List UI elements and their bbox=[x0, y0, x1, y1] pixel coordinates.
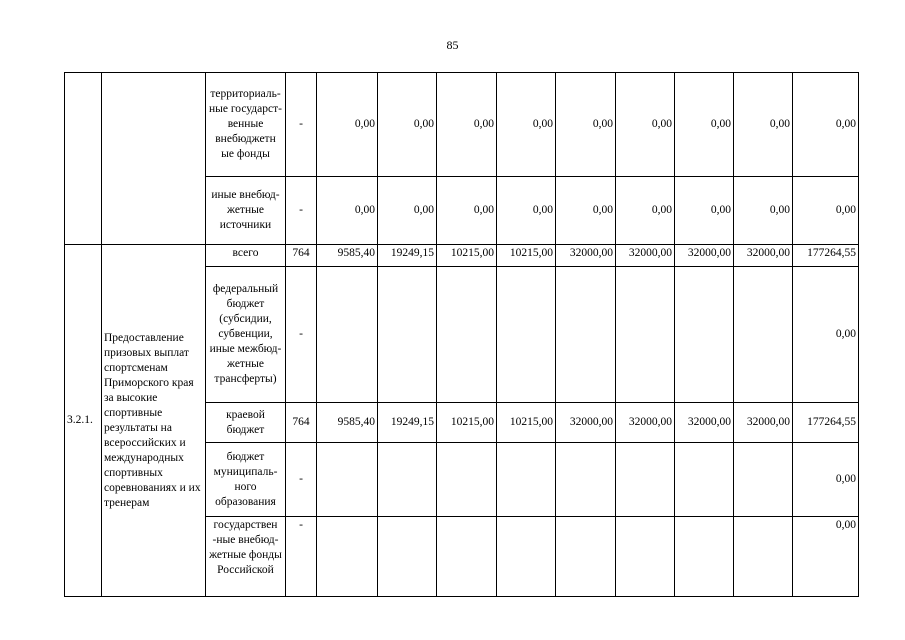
value-cell bbox=[437, 443, 497, 517]
funding-source: территориаль-ные государст-венные внебюджетн ые фонды bbox=[206, 73, 286, 177]
value-cell bbox=[497, 443, 556, 517]
value-cell bbox=[497, 267, 556, 403]
value-cell bbox=[734, 443, 793, 517]
value-cell bbox=[616, 517, 675, 597]
value-cell: 177264,55 bbox=[793, 245, 859, 267]
value-cell: 32000,00 bbox=[675, 403, 734, 443]
value-cell: 0,00 bbox=[616, 73, 675, 177]
name-cell-empty bbox=[102, 73, 206, 245]
value-cell bbox=[497, 517, 556, 597]
value-cell: 0,00 bbox=[793, 267, 859, 403]
value-cell bbox=[437, 517, 497, 597]
value-cell bbox=[317, 267, 378, 403]
funding-source: федеральный бюджет (субсидии, субвенции, иные межбюд-жетные трансферты) bbox=[206, 267, 286, 403]
value-cell bbox=[378, 267, 437, 403]
value-cell bbox=[317, 443, 378, 517]
funding-source: государствен -ные внебюд-жетные фонды Российской bbox=[206, 517, 286, 597]
value-cell: 0,00 bbox=[793, 517, 859, 597]
value-cell bbox=[317, 517, 378, 597]
value-cell: 0,00 bbox=[675, 73, 734, 177]
value-cell: 32000,00 bbox=[556, 245, 616, 267]
value-cell: 10215,00 bbox=[497, 403, 556, 443]
funding-source: иные внебюд-жетные источники bbox=[206, 177, 286, 245]
value-cell: 10215,00 bbox=[437, 403, 497, 443]
index-cell-empty bbox=[65, 73, 102, 245]
value-cell: 0,00 bbox=[497, 177, 556, 245]
value-cell: 0,00 bbox=[378, 177, 437, 245]
value-cell bbox=[675, 443, 734, 517]
value-cell bbox=[734, 267, 793, 403]
grbs-code: - bbox=[286, 73, 317, 177]
value-cell bbox=[556, 443, 616, 517]
value-cell bbox=[378, 517, 437, 597]
value-cell bbox=[378, 443, 437, 517]
value-cell bbox=[675, 267, 734, 403]
value-cell: 19249,15 bbox=[378, 245, 437, 267]
value-cell: 177264,55 bbox=[793, 403, 859, 443]
budget-table bbox=[64, 72, 859, 597]
value-cell: 0,00 bbox=[616, 177, 675, 245]
value-cell: 32000,00 bbox=[616, 245, 675, 267]
item-name: Предоставление призовых выплат спортсменам Приморского края за высокие спортивные результаты на всероссийских и международных спортивных соревнованиях и их тренерам bbox=[102, 245, 206, 597]
grbs-code: 764 bbox=[286, 245, 317, 267]
value-cell bbox=[616, 443, 675, 517]
funding-source: всего bbox=[206, 245, 286, 267]
value-cell: 10215,00 bbox=[437, 245, 497, 267]
value-cell: 0,00 bbox=[497, 73, 556, 177]
value-cell: 0,00 bbox=[437, 73, 497, 177]
value-cell: 32000,00 bbox=[734, 403, 793, 443]
grbs-code: - bbox=[286, 177, 317, 245]
value-cell: 32000,00 bbox=[734, 245, 793, 267]
grbs-code: - bbox=[286, 267, 317, 403]
value-cell: 32000,00 bbox=[616, 403, 675, 443]
value-cell bbox=[437, 267, 497, 403]
value-cell: 0,00 bbox=[734, 73, 793, 177]
value-cell bbox=[556, 517, 616, 597]
value-cell: 0,00 bbox=[675, 177, 734, 245]
value-cell: 9585,40 bbox=[317, 403, 378, 443]
value-cell: 0,00 bbox=[793, 443, 859, 517]
value-cell: 0,00 bbox=[793, 177, 859, 245]
value-cell: 0,00 bbox=[317, 73, 378, 177]
grbs-code: - bbox=[286, 517, 317, 597]
value-cell: 32000,00 bbox=[556, 403, 616, 443]
table-row bbox=[65, 73, 859, 177]
table-row bbox=[65, 245, 859, 267]
grbs-code: 764 bbox=[286, 403, 317, 443]
value-cell bbox=[734, 517, 793, 597]
value-cell: 19249,15 bbox=[378, 403, 437, 443]
value-cell: 0,00 bbox=[793, 73, 859, 177]
value-cell: 0,00 bbox=[556, 177, 616, 245]
value-cell: 10215,00 bbox=[497, 245, 556, 267]
value-cell bbox=[616, 267, 675, 403]
item-index: 3.2.1. bbox=[65, 245, 102, 597]
value-cell: 9585,40 bbox=[317, 245, 378, 267]
value-cell: 32000,00 bbox=[675, 245, 734, 267]
value-cell bbox=[556, 267, 616, 403]
value-cell: 0,00 bbox=[378, 73, 437, 177]
value-cell: 0,00 bbox=[734, 177, 793, 245]
grbs-code: - bbox=[286, 443, 317, 517]
page-number: 85 bbox=[446, 38, 459, 52]
value-cell: 0,00 bbox=[556, 73, 616, 177]
funding-source: краевой бюджет bbox=[206, 403, 286, 443]
funding-source: бюджет муниципаль-ного образования bbox=[206, 443, 286, 517]
value-cell: 0,00 bbox=[437, 177, 497, 245]
value-cell bbox=[675, 517, 734, 597]
value-cell: 0,00 bbox=[317, 177, 378, 245]
